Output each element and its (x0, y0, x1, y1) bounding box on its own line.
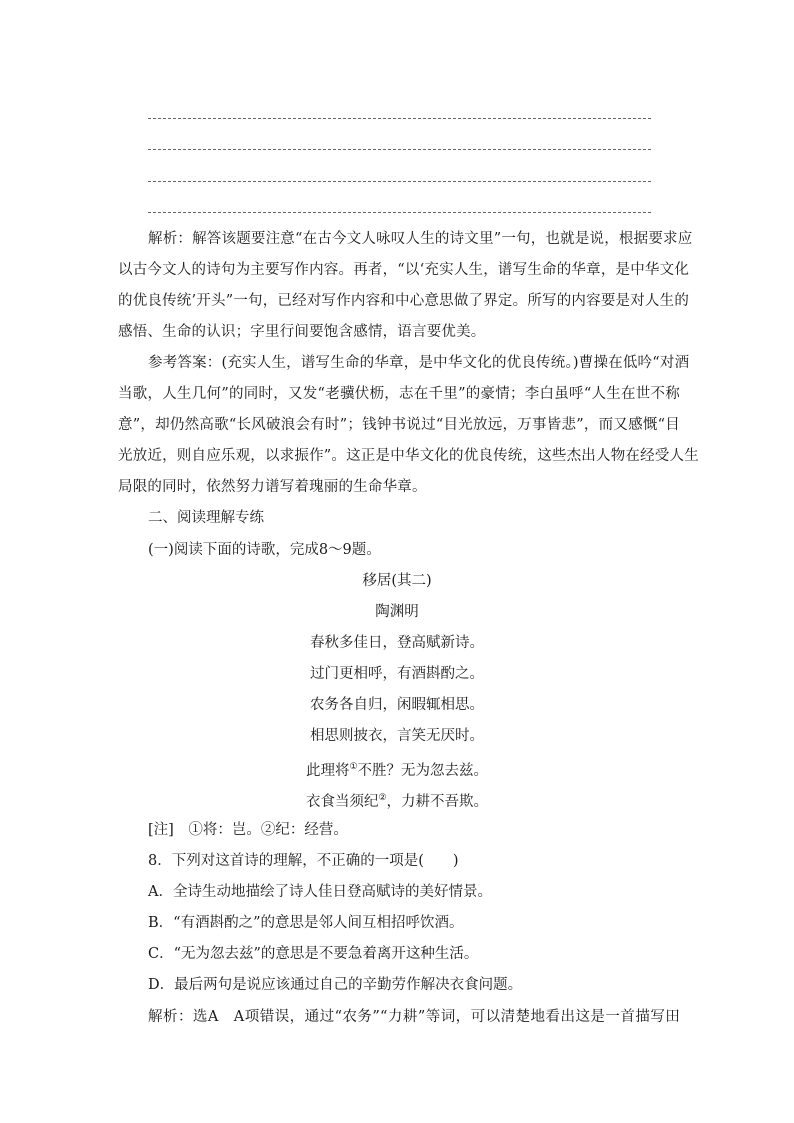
analysis-line: 感悟、生命的认识；字里行间要饱含感情，语言要优美。 (118, 324, 486, 340)
analysis-8: 解析：选A A项错误，通过“农务”“力耕”等词，可以清楚地看出这是一首描写田 (148, 1009, 680, 1025)
option-c: C．“无为忽去兹”的意思是不要急着离开这种生活。 (148, 946, 479, 962)
poem-line (0, 757, 794, 781)
poem-text: 不胜？无为忽去兹。 (357, 763, 489, 779)
reference-line: 当歌，人生几何”的同时，又发“老骥伏枥，志在千里”的豪情；李白虽呼“人生在世不称 (118, 386, 680, 402)
poem-line (0, 788, 794, 812)
reference-line: 局限的同时，依然努力谱写着瑰丽的生命华章。 (118, 479, 427, 495)
poem-text: 此理将 (305, 763, 350, 779)
answer-line (148, 212, 651, 213)
answer-line (148, 118, 651, 119)
answer-line (148, 181, 651, 182)
answer-line (148, 149, 651, 150)
analysis-line: 的优良传统’开头”一句，已经对写作内容和中心意思做了界定。所写的内容要是对人生的 (118, 293, 690, 309)
reference-line: 参考答案：(充实人生，谱写生命的华章，是中华文化的优良传统。)曹操在低吟“对酒 (148, 355, 690, 371)
question-stem: 8．下列对这首诗的理解，不正确的一项是( ) (148, 853, 459, 869)
poem-text: 衣食当须纪 (305, 794, 379, 810)
poem-line: 春秋多佳日，登高赋新诗。 (310, 635, 484, 651)
poem-title: 移居(其二) (362, 573, 432, 589)
section-title: 二、阅读理解专练 (148, 510, 264, 526)
poem-author: 陶渊明 (375, 604, 419, 620)
reference-line: 意”，却仍然高歌“长风破浪会有时”；钱钟书说过“目光放远，万事皆悲”，而又感慨“目 (118, 417, 680, 433)
option-d: D．最后两句是说应该通过自己的辛勤劳作解决衣食问题。 (148, 977, 523, 993)
reading-instruction: (一)阅读下面的诗歌，完成8～9题。 (148, 542, 381, 558)
option-a: A．全诗生动地描绘了诗人佳日登高赋诗的美好情景。 (148, 884, 492, 900)
footnote-marker: ② (378, 793, 387, 803)
footnote-marker: ① (349, 762, 358, 772)
poem-line: 农务各自归，闲暇辄相思。 (310, 697, 484, 713)
reference-line: 光放近，则自应乐观，以求振作”。这正是中华文化的优良传统，这些杰出人物在经受人生 (118, 448, 699, 464)
poem-text: ，力耕不吾欺。 (386, 794, 489, 810)
poem-note: [注] ①将：岂。②纪：经营。 (148, 822, 348, 838)
poem-line: 相思则披衣，言笑无厌时。 (310, 728, 484, 744)
analysis-line: 解析：解答该题要注意“在古今文人咏叹人生的诗文里”一句，也就是说，根据要求应 (148, 231, 693, 247)
analysis-line: 以古今文人的诗句为主要写作内容。再者，“以‘充实人生，谱写生命的华章，是中华文化 (118, 262, 690, 278)
poem-line: 过门更相呼，有酒斟酌之。 (310, 666, 484, 682)
option-b: B．“有酒斟酌之”的意思是邻人间互相招呼饮酒。 (148, 915, 464, 931)
